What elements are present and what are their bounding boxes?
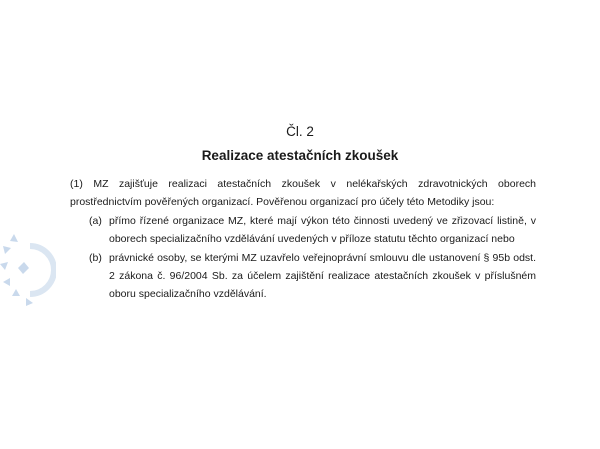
- list-item-marker: (a): [89, 215, 102, 227]
- list-item-marker: (b): [89, 252, 102, 264]
- paragraph-1: (1) MZ zajišťuje realizaci atestačních zkoušek v nelékařských zdravotnických oborech prostřednictvím pověřených organizací. Pověřenou organizací pro účely této Metodiky jsou:: [70, 178, 536, 208]
- list-item-text: přímo řízené organizace MZ, které mají výkon této činnosti uvedený ve zřizovací listině, v oborech specializačního vzdělávání uvedených v příloze statutu těchto organizací nebo: [109, 215, 536, 245]
- article-title: Realizace atestačních zkoušek: [201, 148, 399, 163]
- article-number: Čl. 2: [286, 124, 314, 139]
- list-item-text: právnické osoby, se kterými MZ uzavřelo veřejnoprávní smlouvu dle ustanovení § 95b odst. 2 zákona č. 96/2004 Sb. za účelem zajištění realizace atestačních zkoušek v příslušném oboru specializačního vzdělávání.: [109, 252, 536, 300]
- logo-watermark-icon: [0, 232, 56, 312]
